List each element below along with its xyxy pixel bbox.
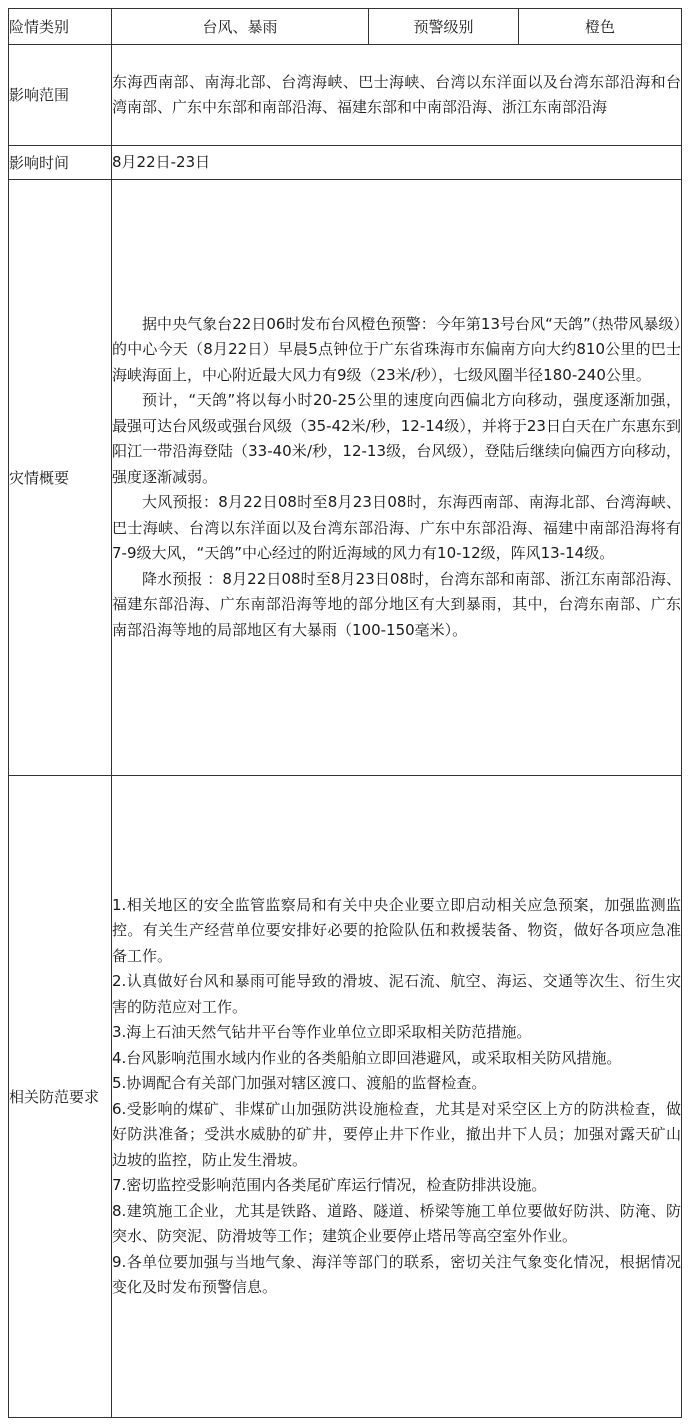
level-value: 橙色 <box>519 9 682 45</box>
category-label: 险情类别 <box>9 9 112 45</box>
measure-item: 8.建筑施工企业，尤其是铁路、道路、隧道、桥梁等施工单位要做好防洪、防淹、防突水、防突泥、防滑坡等工作；建筑企业要停止塔吊等高空室外作业。 <box>112 1201 681 1245</box>
measure-item: 6.受影响的煤矿、非煤矿山加强防洪设施检查，尤其是对采空区上方的防洪检查，做好防洪准备；受洪水威胁的矿井，要停止井下作业，撤出井下人员；加强对露天矿山边坡的监控，防止发生滑坡。 <box>112 1099 681 1169</box>
measure-item: 5.协调配合有关部门加强对辖区渡口、渡船的监督检查。 <box>112 1074 487 1092</box>
scope-row <box>9 45 682 146</box>
summary-paragraph: 降水预报 ：8月22日08时至8月23日08时，台湾东部和南部、浙江东南部沿海、福建东部沿海、广东南部沿海等地的部分地区有大到暴雨，其中，台湾东南部、广东南部沿海等地的局部地区有大暴雨（100-150毫米）。 <box>112 569 681 639</box>
summary-content <box>112 180 682 776</box>
summary-paragraph: 大风预报：8月22日08时至8月23日08时，东海西南部、南海北部、台湾海峡、巴士海峡、台湾以东洋面以及台湾东部沿海、广东中东部沿海、福建中南部沿海将有7-9级大风，“天鸽”中心经过的附近海域的风力有10-12级，阵风13-14级。 <box>112 493 681 563</box>
measure-item: 9.各单位要加强与当地气象、海洋等部门的联系，密切关注气象变化情况，根据情况变化及时发布预警信息。 <box>112 1252 681 1296</box>
scope-value: 东海西南部、南海北部、台湾海峡、巴士海峡、台湾以东洋面以及台湾东部沿海和台湾南部、广东中东部和南部沿海、福建东部和中南部沿海、浙江东南部沿海 <box>112 45 682 146</box>
warning-table <box>8 8 682 1418</box>
measures-label: 相关防范要求 <box>9 776 112 1418</box>
scope-label: 影响范围 <box>9 45 112 146</box>
summary-label: 灾情概要 <box>9 180 112 776</box>
measure-item: 4.台风影响范围水域内作业的各类船舶立即回港避风，或采取相关防风措施。 <box>112 1048 622 1067</box>
time-row <box>9 146 682 180</box>
time-value: 8月22日-23日 <box>112 146 682 180</box>
measure-item: 3.海上石油天然气钻井平台等作业单位立即采取相关防范措施。 <box>112 1023 532 1041</box>
measure-item: 2.认真做好台风和暴雨可能导致的滑坡、泥石流、航空、海运、交通等次生、衍生灾害的防范应对工作。 <box>112 972 681 1016</box>
summary-paragraph: 预计，“天鸽”将以每小时20-25公里的速度向西偏北方向移动，强度逐渐加强，最强可达台风级或强台风级（35-42米/秒，12-14级），并将于23日白天在广东惠东到阳江一带沿海登陆（33-40米/秒，12-13级，台风级），登陆后继续向偏西方向移动，强度逐渐减弱。 <box>112 391 681 486</box>
time-label: 影响时间 <box>9 146 112 180</box>
level-label: 预警级别 <box>369 9 519 45</box>
measures-content <box>112 776 682 1418</box>
measure-item: 7.密切监控受影响范围内各类尾矿库运行情况，检查防排洪设施。 <box>112 1176 547 1194</box>
summary-row <box>9 180 682 776</box>
header-row <box>9 9 682 45</box>
measure-item: 1.相关地区的安全监管监察局和有关中央企业要立即启动相关应急预案，加强监测监控。有关生产经营单位要安排好必要的抢险队伍和救援装备、物资，做好各项应急准备工作。 <box>112 895 681 965</box>
category-value: 台风、暴雨 <box>112 9 369 45</box>
summary-paragraph: 据中央气象台22日06时发布台风橙色预警：今年第13号台风“天鸽”（热带风暴级）的中心今天（8月22日）早晨5点钟位于广东省珠海市东偏南方向大约810公里的巴士海峡海面上，中心附近最大风力有9级（23米/秒），七级风圈半径180-240公里。 <box>112 314 681 384</box>
measures-row <box>9 776 682 1418</box>
